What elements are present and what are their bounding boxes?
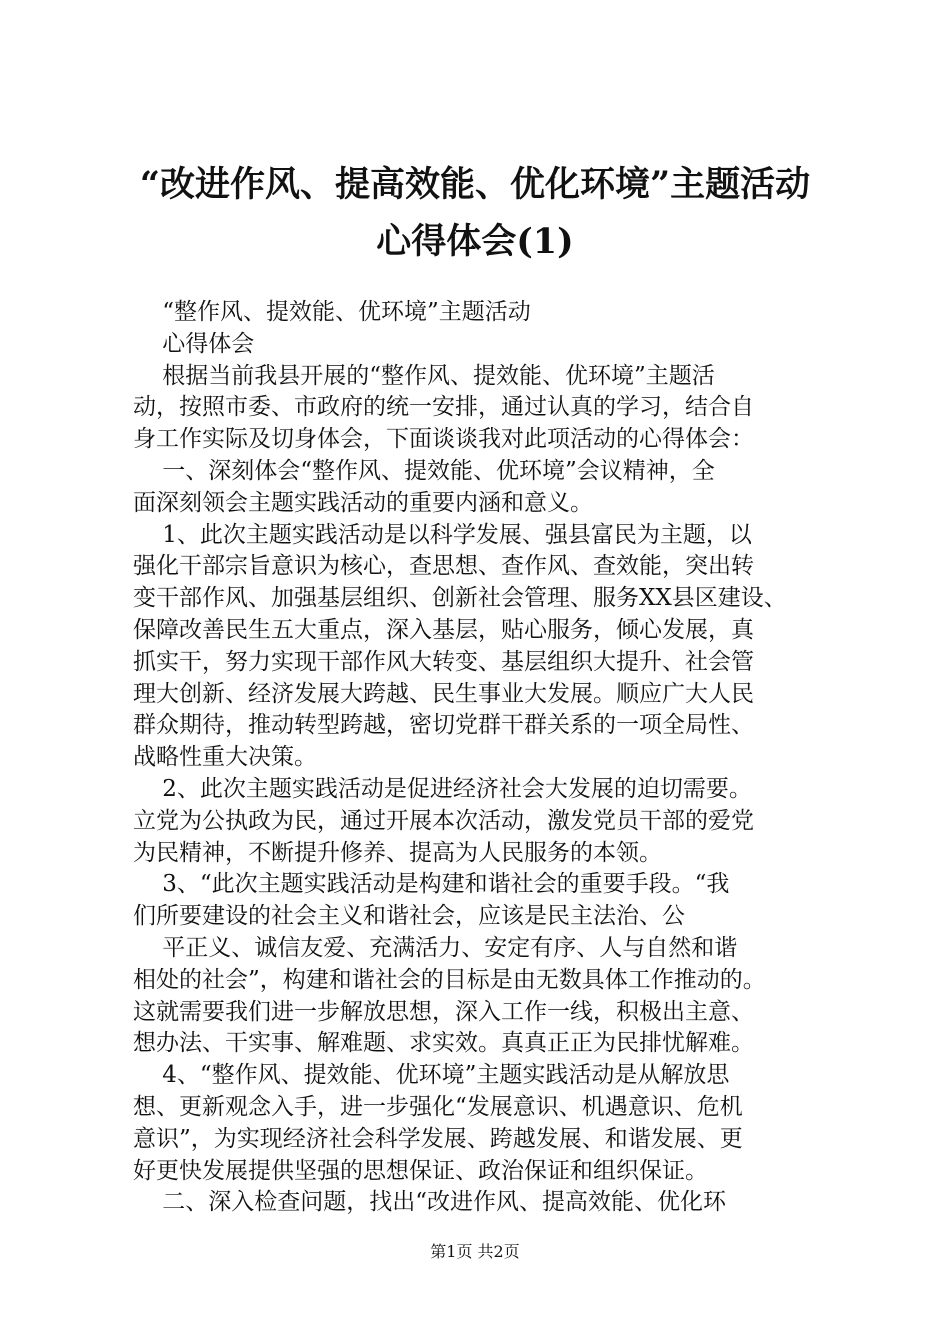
body-line: 二、深入检查问题，找出“改进作风、提高效能、优化环 — [133, 1189, 727, 1216]
body-line: 动，按照市委、市政府的统一安排，通过认真的学习，结合自 — [133, 394, 754, 421]
body-line: 意识”，为实现经济社会科学发展、跨越发展、和谐发展、更 — [133, 1125, 743, 1152]
body-line: 强化干部宗旨意识为核心，查思想、查作风、查效能，突出转 — [133, 553, 754, 580]
body-line: 们所要建设的社会主义和谐社会，应该是民主法治、公 — [133, 903, 685, 930]
body-line: 想办法、干实事、解难题、求实效。真真正正为民排忧解难。 — [133, 1030, 754, 1057]
body-line: 2、此次主题实践活动是促进经济社会大发展的迫切需要。 — [133, 775, 752, 802]
body-line: 1、此次主题实践活动是以科学发展、强县富民为主题，以 — [133, 521, 752, 548]
body-line: 根据当前我县开展的“整作风、提效能、优环境”主题活 — [133, 362, 715, 389]
body-line: 平正义、诚信友爱、充满活力、安定有序、人与自然和谐 — [133, 934, 738, 961]
body-line: 变干部作风、加强基层组织、创新社会管理、服务XX县区建设、 — [133, 585, 787, 612]
document-body — [133, 297, 833, 1219]
body-line: 群众期待，推动转型跨越，密切党群干群关系的一项全局性、 — [133, 712, 754, 739]
body-line: 为民精神，不断提升修养、提高为人民服务的本领。 — [133, 839, 662, 866]
body-line: 一、深刻体会“整作风、提效能、优环境”会议精神，全 — [133, 457, 715, 484]
body-line: 保障改善民生五大重点，深入基层，贴心服务，倾心发展，真 — [133, 616, 754, 643]
body-line: 心得体会 — [133, 330, 255, 357]
body-line: 面深刻领会主题实践活动的重要内涵和意义。 — [133, 489, 593, 516]
body-line: 好更快发展提供坚强的思想保证、政治保证和组织保证。 — [133, 1157, 708, 1184]
body-line: 身工作实际及切身体会，下面谈谈我对此项活动的心得体会： — [133, 426, 754, 453]
body-line: 理大创新、经济发展大跨越、民生事业大发展。顺应广大人民 — [133, 680, 754, 707]
body-line: “整作风、提效能、优环境”主题活动 — [133, 299, 531, 325]
body-line: 立党为公执政为民，通过开展本次活动，激发党员干部的爱党 — [133, 807, 754, 834]
document-title-line-2: 心得体会(1) — [376, 221, 574, 262]
document-title-line-1: “改进作风、提高效能、优化环境”主题活动 — [139, 164, 811, 205]
body-line: 相处的社会”，构建和谐社会的目标是由无数具体工作推动的。 — [133, 966, 766, 993]
body-line: 3、“此次主题实践活动是构建和谐社会的重要手段。“我 — [133, 871, 730, 898]
body-line: 抓实干，努力实现干部作风大转变、基层组织大提升、社会管 — [133, 648, 754, 675]
body-line: 这就需要我们进一步解放思想，深入工作一线，积极出主意、 — [133, 998, 754, 1025]
body-line: 想、更新观念入手，进一步强化“发展意识、机遇意识、危机 — [133, 1093, 743, 1120]
body-line: 4、“整作风、提效能、优环境”主题实践活动是从解放思 — [133, 1062, 730, 1089]
page-number-footer: 第1页 共2页 — [430, 1242, 520, 1261]
body-line: 战略性重大决策。 — [133, 744, 317, 771]
